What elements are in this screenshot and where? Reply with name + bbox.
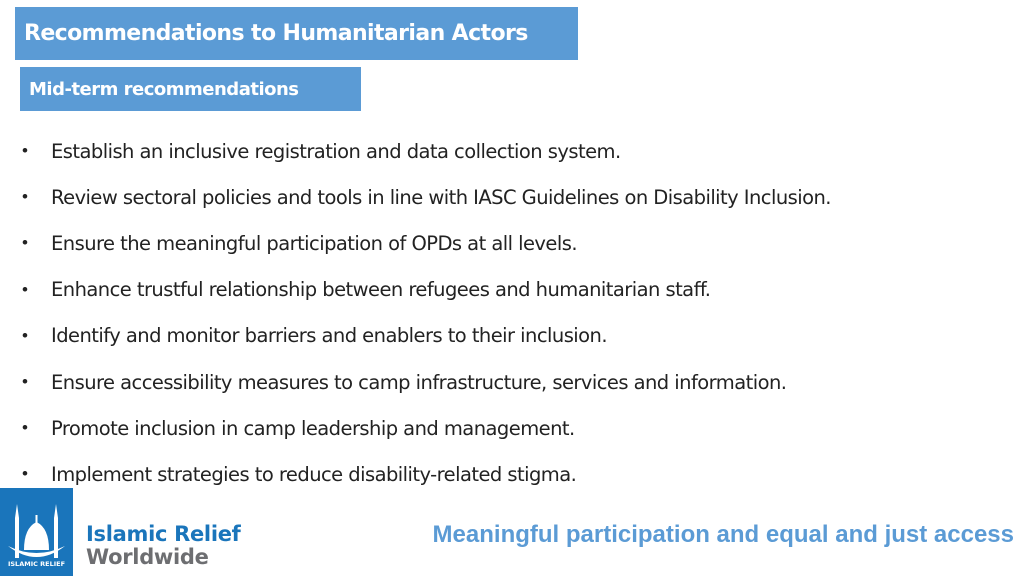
recommendation-text: Enhance trustful relationship between refugees and humanitarian staff. xyxy=(51,278,711,302)
list-item xyxy=(22,128,831,174)
bullet-icon: • xyxy=(22,233,28,253)
list-item xyxy=(22,405,831,451)
list-item xyxy=(22,313,831,359)
bullet-icon: • xyxy=(22,141,28,161)
bullet-icon: • xyxy=(22,372,28,392)
bullet-icon: • xyxy=(22,279,28,299)
recommendation-text: Review sectoral policies and tools in line with IASC Guidelines on Disability Inclusion. xyxy=(51,185,831,209)
bullet-icon: • xyxy=(22,325,28,345)
organization-logo xyxy=(0,488,73,576)
org-name-line1: Islamic Relief xyxy=(86,522,241,546)
title-banner xyxy=(15,7,578,60)
list-item xyxy=(22,359,831,405)
list-item xyxy=(22,220,831,266)
page-title: Recommendations to Humanitarian Actors xyxy=(24,21,528,46)
list-item xyxy=(22,451,831,497)
section-subtitle: Mid-term recommendations xyxy=(29,78,299,100)
recommendation-text: Identify and monitor barriers and enablers to their inclusion. xyxy=(51,324,608,348)
list-item xyxy=(22,174,831,220)
bullet-icon: • xyxy=(22,464,28,484)
subtitle-banner xyxy=(20,67,361,111)
mosque-icon xyxy=(0,488,73,576)
recommendation-text: Promote inclusion in camp leadership and management. xyxy=(51,416,575,440)
bullet-icon: • xyxy=(22,418,28,438)
list-item xyxy=(22,267,831,313)
recommendation-text: Ensure accessibility measures to camp infrastructure, services and information. xyxy=(51,370,787,394)
org-name-line2: Worldwide xyxy=(86,545,209,569)
recommendation-text: Ensure the meaningful participation of OPDs at all levels. xyxy=(51,231,577,255)
recommendation-list xyxy=(22,128,831,498)
recommendation-text: Establish an inclusive registration and data collection system. xyxy=(51,139,621,163)
recommendation-text: Implement strategies to reduce disability-related stigma. xyxy=(51,462,577,486)
bullet-icon: • xyxy=(22,187,28,207)
footer-tagline: Meaningful participation and equal and just access xyxy=(432,521,1014,548)
logo-text: ISLAMIC RELIEF xyxy=(7,560,66,568)
